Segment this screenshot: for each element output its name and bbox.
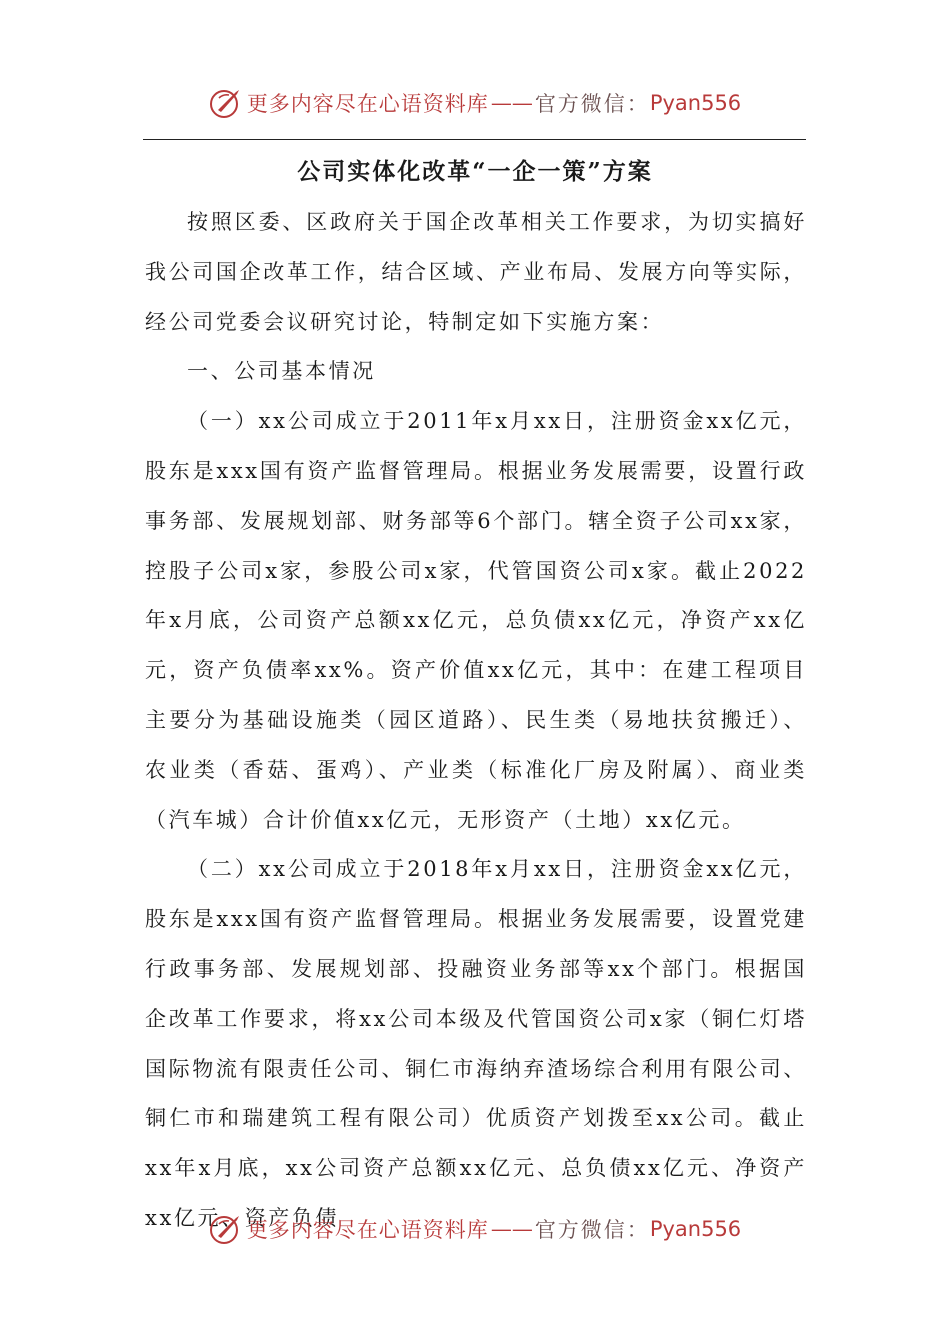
document-title: 公司实体化改革“一企一策”方案: [297, 158, 653, 185]
banner-main-text: 更多内容尽在心语资料库: [246, 92, 489, 116]
paragraph-1: （一）xx公司成立于2011年x月xx日，注册资金xx亿元，股东是xxx国有资产监督管理局。根据业务发展需要，设置行政事务部、发展规划部、财务部等6个部门。辖全资子公司xx家，控股子公司x家，参股公司x家，代管国资公司x家。截止2022年x月底，公司资产总额xx亿元，总负债xx亿元，净资产xx亿元，资产负债率xx%。资产价值xx亿元，其中：在建工程项目主要分为基础设施类（园区道路）、民生类（易地扶贫搬迁）、农业类（香菇、蛋鸡）、产业类（标准化厂房及附属）、商业类（汽车城）合计价值xx亿元，无形资产（土地）xx亿元。: [145, 409, 807, 832]
document-body: [145, 198, 807, 1244]
banner-wechat-id: Pyan556: [649, 1217, 742, 1241]
banner-wechat-id: Pyan556: [649, 91, 742, 115]
banner-wechat-label: 官方微信：: [534, 1218, 650, 1242]
footer-banner: [0, 1204, 950, 1254]
section-heading: 一、公司基本情况: [187, 359, 376, 384]
quill-logo-icon: [209, 86, 243, 120]
banner-main-text: 更多内容尽在心语资料库: [246, 1218, 489, 1242]
header-banner: [0, 78, 950, 128]
paragraph-2: （二）xx公司成立于2018年x月xx日，注册资金xx亿元，股东是xxx国有资产监督管理局。根据业务发展需要，设置党建行政事务部、发展规划部、投融资业务部等xx个部门。根据国企改革工作要求，将xx公司本级及代管国资公司x家（铜仁灯塔国际物流有限责任公司、铜仁市海纳弃渣场综合利用有限公司、铜仁市和瑞建筑工程有限公司）优质资产划拨至xx公司。截止xx年x月底，xx公司资产总额xx亿元、总负债xx亿元、净资产xx亿元、资产负债: [145, 857, 807, 1230]
banner-dash: ——: [490, 91, 533, 115]
intro-paragraph: 按照区委、区政府关于国企改革相关工作要求，为切实搞好我公司国企改革工作，结合区域、产业布局、发展方向等实际，经公司党委会议研究讨论，特制定如下实施方案：: [145, 210, 807, 334]
banner-wechat-label: 官方微信：: [534, 92, 650, 116]
quill-logo-icon: [209, 1212, 243, 1246]
banner-dash: ——: [490, 1217, 533, 1241]
header-rule: [143, 139, 806, 140]
